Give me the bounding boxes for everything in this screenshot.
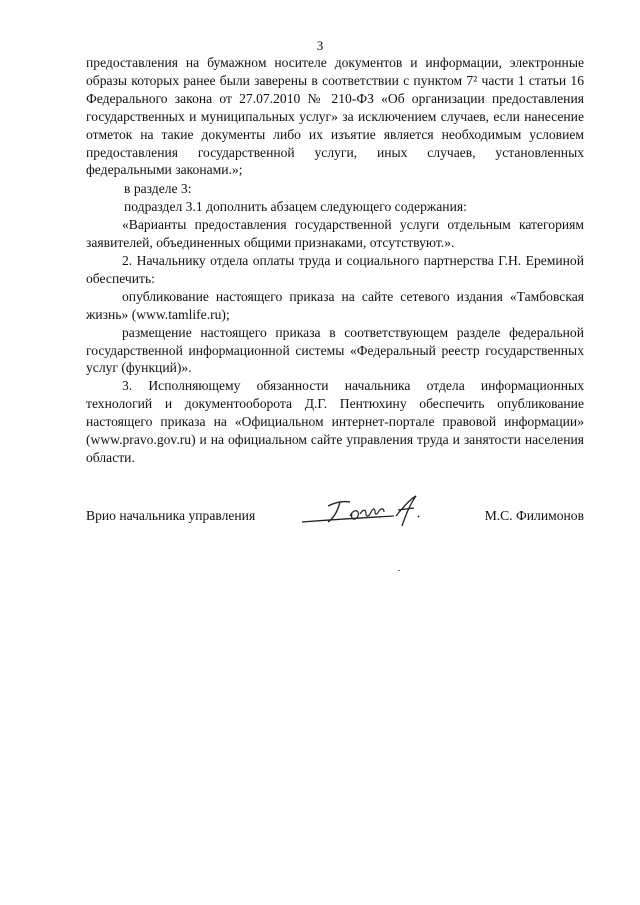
signatory-position: Врио начальника управления xyxy=(86,508,256,523)
paragraph-item-2: 2. Начальнику отдела оплаты труда и социального партнерства Г.Н. Ереминой обеспечить: xyxy=(86,252,584,286)
handwritten-signature xyxy=(298,492,438,532)
paragraph-publication: опубликование настоящего приказа на сайте сетевого издания «Тамбовская жизнь» (www.tamlife.ru); xyxy=(86,288,584,322)
paragraph-subsection-3-1: подраздел 3.1 дополнить абзацем следующего содержания: xyxy=(124,199,467,215)
paragraph-continuation: предоставления на бумажном носителе документов и информации, электронные образы которых ранее были заверены в соответствии с пунктом 7² части 1 статьи 16 Федерального закона от 27.07.2010 № 210-ФЗ «Об организации предоставления государственных и муниципальных услуг» за исключением случаев, если нанесение отметок на такие документы либо их изъятие является необходимым условием предоставления государственной услуги, иных случаев, установленных федеральными законами.»; xyxy=(86,55,584,178)
scan-speck xyxy=(398,570,400,571)
page-number: 3 xyxy=(316,38,324,53)
signatory-name: М.С. Филимонов xyxy=(484,508,584,523)
paragraph-placement: размещение настоящего приказа в соответствующем разделе федеральной государственной информационной системы «Федеральный реестр государственных услуг (функций)». xyxy=(86,324,584,376)
paragraph-item-3: 3. Исполняющему обязанности начальника отдела информационных технологий и документооборота Д.Г. Пентюхину обеспечить опубликование настоящего приказа на «Официальном интернет-портале правовой информации» (www.pravo.gov.ru) и на официальном сайте управления труда и занятости населения области. xyxy=(86,378,584,465)
paragraph-quote-variants: «Варианты предоставления государственной услуги отдельным категориям заявителей, объединенных общими признаками, отсутствуют.». xyxy=(86,217,584,251)
document-body xyxy=(86,54,584,467)
paragraph-section-3: в разделе 3: xyxy=(124,181,192,197)
signature-block xyxy=(86,500,584,540)
